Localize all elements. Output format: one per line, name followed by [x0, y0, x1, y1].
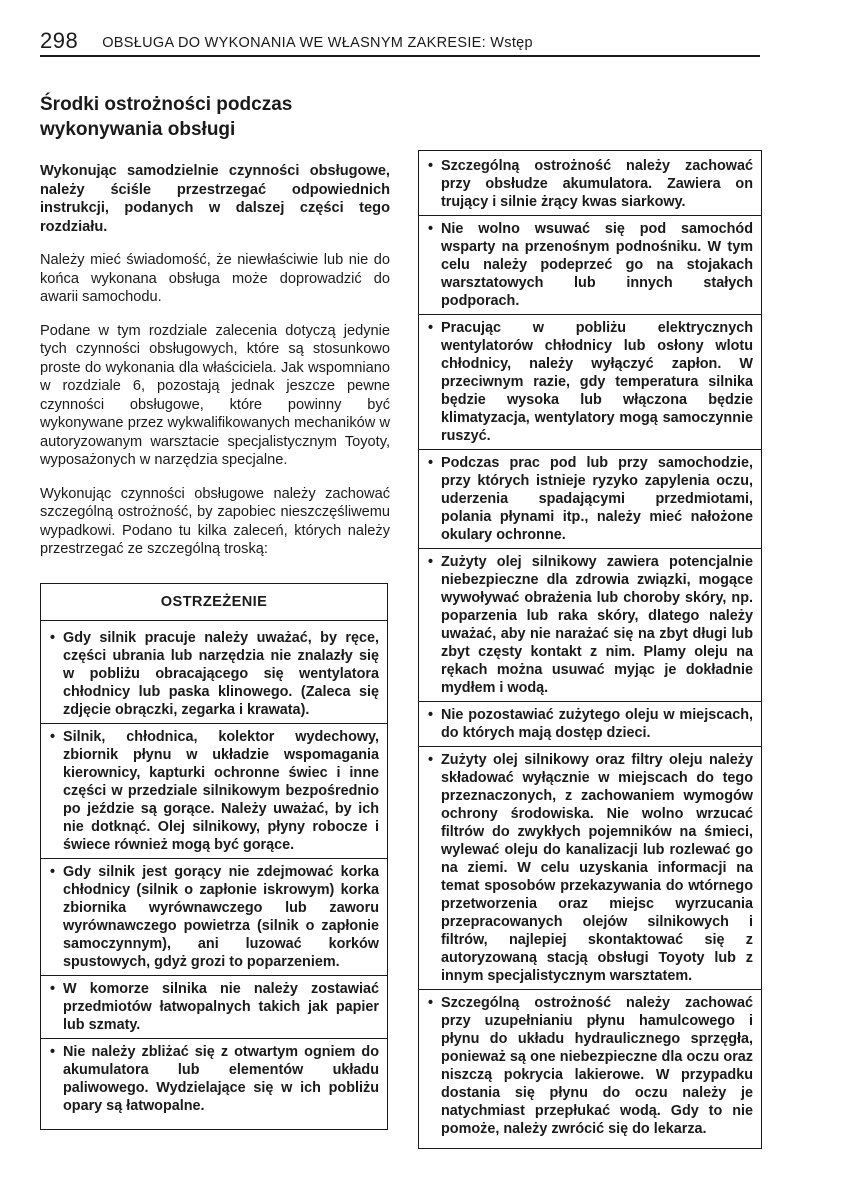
warning-item: • Silnik, chłodnica, kolektor wydechowy, zbiornik płynu w układzie wspomagania kierownicy, kapturki ochronne świec i inne części w przedziale silnikowym bezpośrednio po jeździe są gorące. Należy uważać, by ich nie dotknąć. Olej silnikowy, płyny robocze i świece również mogą być gorące. [41, 728, 387, 859]
warning-item: • Nie należy zbliżać się z otwartym ogniem do akumulatora lub elementów układu paliwowego. Wydzielające się w ich pobliżu opary są łatwopalne. [41, 1043, 387, 1119]
page-header [40, 26, 760, 57]
right-warning-item: • Zużyty olej silnikowy oraz filtry oleju należy składować wyłącznie w miejscach do tego przeznaczonych, z zachowaniem wymogów ochrony środowiska. Nie wolno wrzucać filtrów do zwykłych pojemników na śmieci, wylewać oleju do kanalizacji lub rozlewać go na ziemi. W celu uzyskania informacji na temat sposobów przekazywania do wtórnego przetworzenia oraz miejsc wyrzucania przepracowanych olejów silnikowych i filtrów, najlepiej skontaktować się z autoryzowaną stacją obsługi Toyoty lub z innym specjalistycznym warsztatem. [419, 751, 761, 990]
warning-title: OSTRZEŻENIE [41, 592, 387, 621]
page-number: 298 [40, 28, 79, 53]
left-column [40, 92, 390, 1130]
right-warning-item: • Nie pozostawiać zużytego oleju w miejscach, do których mają dostęp dzieci. [419, 706, 761, 747]
body-paragraph: Należy mieć świadomość, że niewłaściwie lub nie do końca wykonana obsługa może doprowadzić do awarii samochodu. [40, 252, 390, 305]
intro-paragraph: Wykonując samodzielnie czynności obsługowe, należy ściśle przestrzegać odpowiednich instrukcji, podanych w dalszej części tego rozdziału. [40, 163, 390, 235]
right-warning-item: • Podczas prac pod lub przy samochodzie, przy których istnieje ryzyko zapylenia oczu, uderzenia spadającymi przedmiotami, polania płynami itp., należy mieć nałożone okulary ochronne. [419, 454, 761, 549]
right-warning-box [418, 150, 762, 1149]
right-warning-item: • Szczególną ostrożność należy zachować przy uzupełnianiu płynu hamulcowego i płynu do układu hydraulicznego sprzęgła, ponieważ są one niebezpieczne dla oczu oraz niszczą pokrycia lakierowe. W przypadku dostania się płynu do oczu należy je natychmiast przepłukać wodą. Gdy to nie pomoże, należy zwrócić się do lekarza. [419, 994, 761, 1142]
body-paragraph: Podane w tym rozdziale zalecenia dotyczą jedynie tych czynności obsługowych, które są stosunkowo proste do wykonania dla właściciela. Jak wspomniano w rozdziale 6, pozostają jednak jeszcze pewne czynności obsługowe, które powinny być wykonywane przez wykwalifikowanych mechaników w autoryzowanym warsztacie specjalistycznym Toyoty, wyposażonych w narzędzia specjalne. [40, 322, 390, 468]
warning-item: • Gdy silnik jest gorący nie zdejmować korka chłodnicy (silnik o zapłonie iskrowym) korka zbiornika wyrównawczego lub zaworu wyrównawczego powietrza (silnik o zapłonie samoczynnym), ani luzować korków spustowych, gdyż grozi to poparzeniem. [41, 863, 387, 976]
warning-item: • W komorze silnika nie należy zostawiać przedmiotów łatwopalnych takich jak papier lub szmaty. [41, 980, 387, 1039]
right-warning-item: • Szczególną ostrożność należy zachować przy obsłudze akumulatora. Zawiera on trujący i silnie żrący kwas siarkowy. [419, 157, 761, 216]
running-head: OBSŁUGA DO WYKONANIA WE WŁASNYM ZAKRESIE: Wstęp [102, 35, 533, 51]
right-warning-item: • Zużyty olej silnikowy zawiera potencjalnie niebezpieczne dla zdrowia związki, mogące wywoływać obrażenia lub choroby skóry, np. poparzenia lub raka skóry, dlatego należy uważać, aby nie narażać się na zbyt długi lub zbyt częsty kontakt z nim. Plamy oleju na rękach można usuwać myjąc je dokładnie mydłem i wodą. [419, 553, 761, 702]
section-title-line-1: Środki ostrożności podczas [40, 94, 293, 115]
right-warning-item: • Nie wolno wsuwać się pod samochód wsparty na przenośnym podnośniku. W tym celu należy podeprzeć go na stojakach warsztatowych lub innych stałych podporach. [419, 220, 761, 315]
right-warning-item: • Pracując w pobliżu elektrycznych wentylatorów chłodnicy lub osłony wlotu chłodnicy, należy wyłączyć zapłon. W przeciwnym razie, gdy temperatura silnika będzie wysoka lub włączona będzie klimatyzacja, wentylatory mogą samoczynnie ruszyć. [419, 319, 761, 450]
section-title-line-2: wykonywania obsługi [40, 119, 236, 140]
section-title [40, 92, 390, 142]
warning-item: • Gdy silnik pracuje należy uważać, by ręce, części ubrania lub narzędzia nie znalazły się w pobliżu obracającego się wentylatora chłodnicy lub paska klinowego. (Zaleca się zdjęcie obrączki, zegarka i krawata). [41, 629, 387, 724]
warning-list [49, 629, 379, 1119]
warning-box [40, 583, 388, 1130]
right-column [418, 150, 762, 1149]
body-paragraph: Wykonując czynności obsługowe należy zachować szczególną ostrożność, by zapobiec nieszczęśliwemu wypadkowi. Podano tu kilka zaleceń, których należy przestrzegać ze szczególną troską: [40, 485, 390, 557]
right-warning-list [427, 157, 753, 1142]
